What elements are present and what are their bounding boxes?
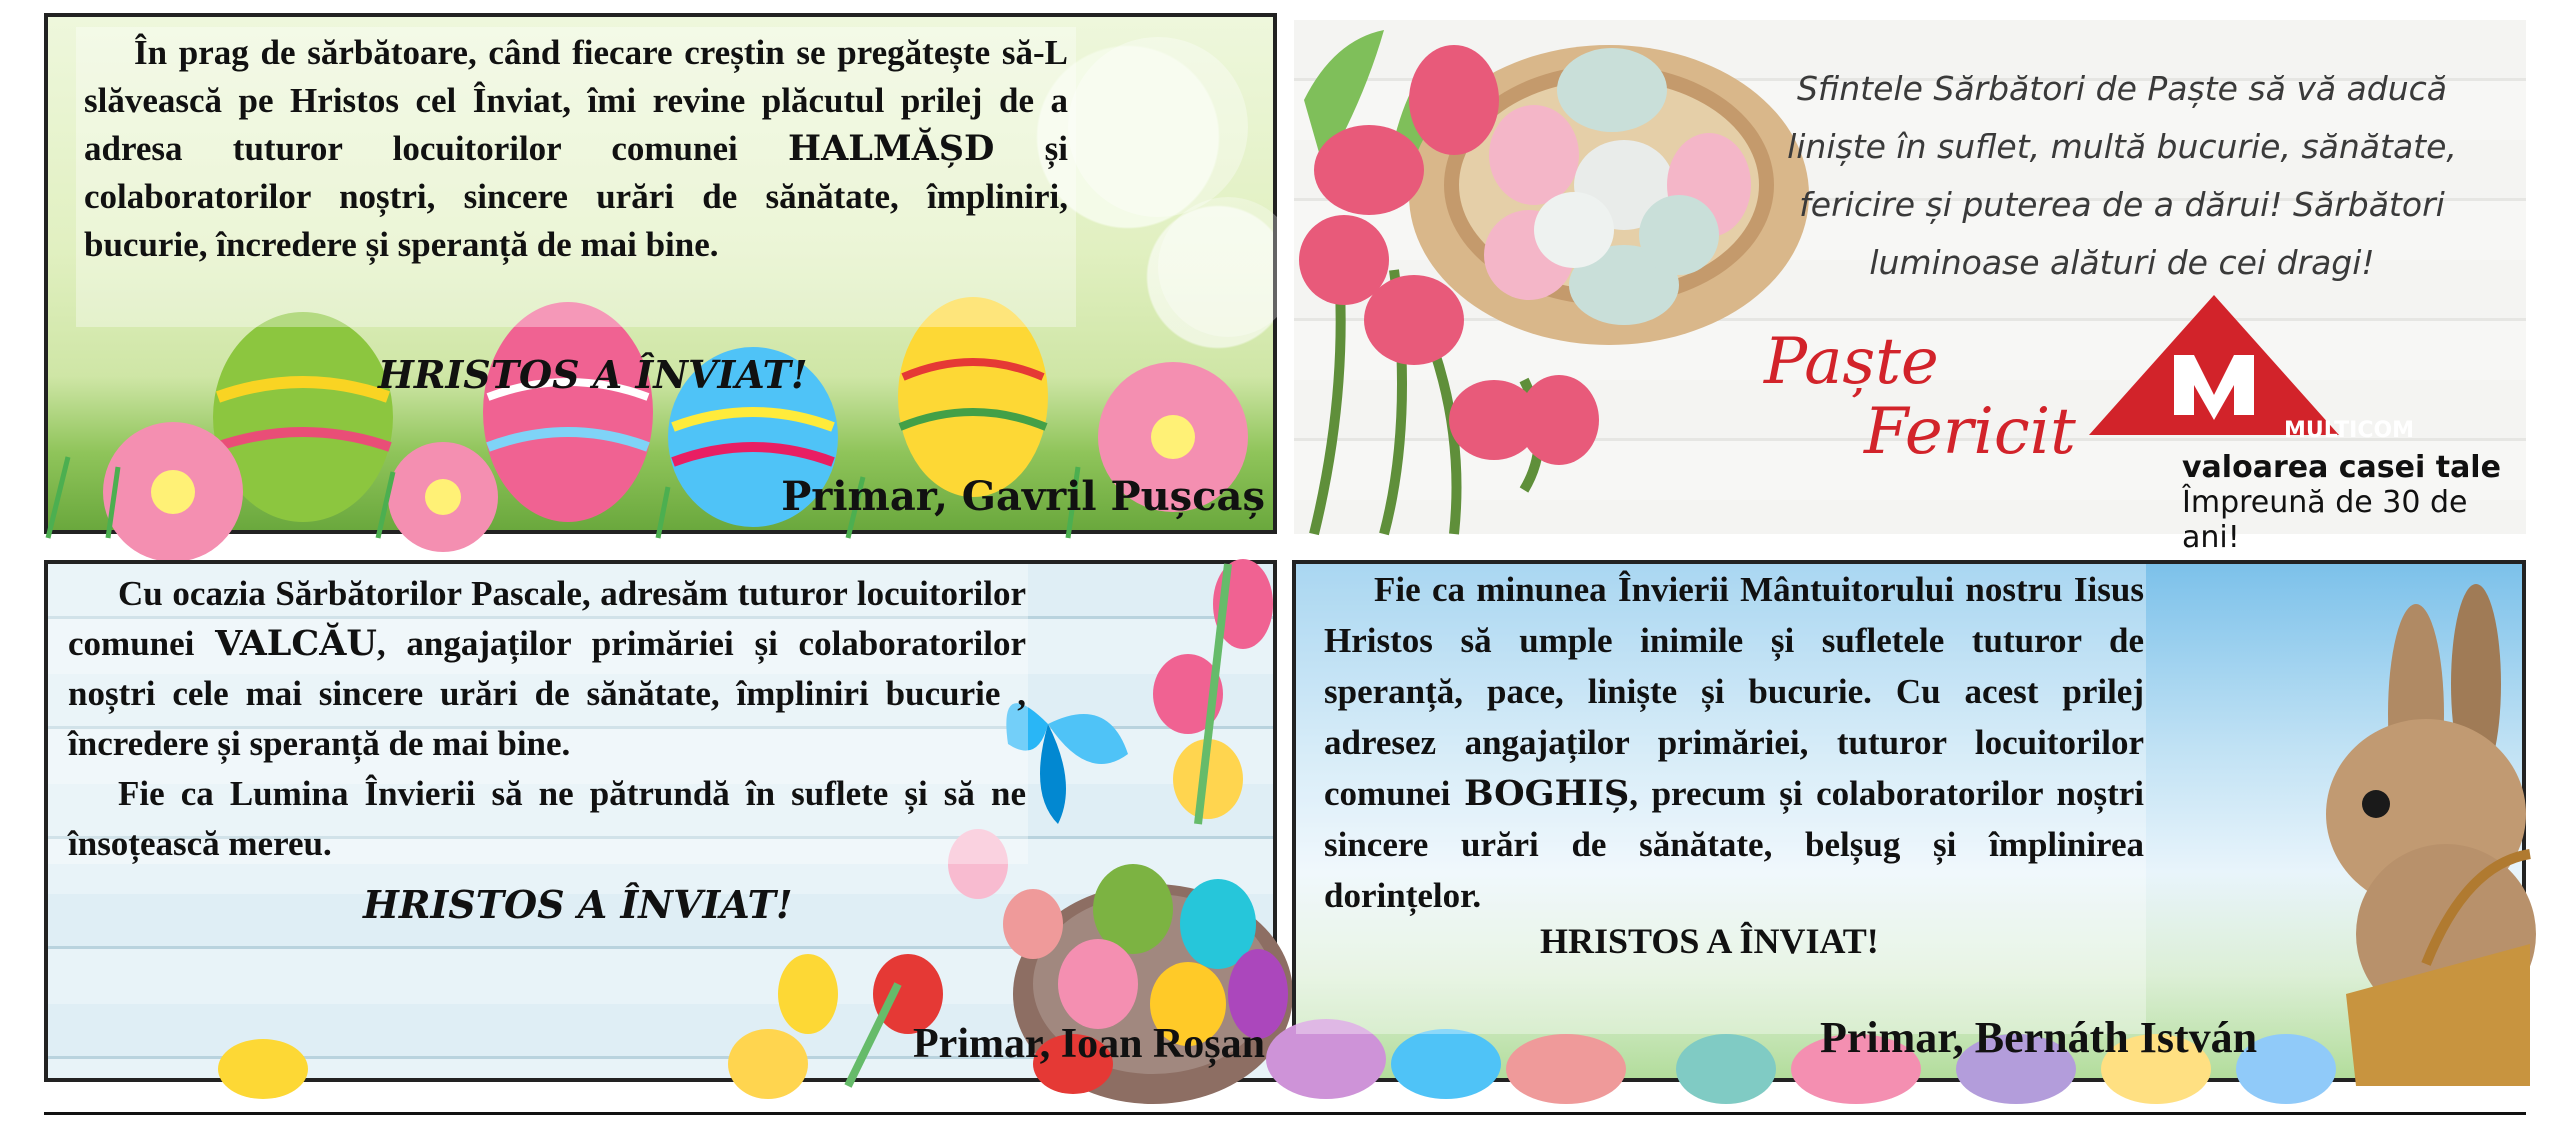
multicom-logo <box>2089 295 2339 435</box>
greeting-paragraph <box>84 29 1068 269</box>
mayor-signature: Primar, Ioan Roșan <box>913 1021 1265 1067</box>
greeting-card-valcau <box>44 560 1277 1082</box>
paragraph-text: , precum și colaboratorilor noștri sincere urări de sănătate, belșug și împlinirea dorințelor. <box>1324 774 2144 915</box>
brand-name: MULTICOM <box>2284 418 2415 443</box>
commune-name: VALCĂU <box>215 623 377 664</box>
greeting-card-boghis <box>1292 560 2526 1082</box>
paragraph-one <box>1324 564 2144 921</box>
easter-greeting: HRISTOS A ÎNVIAT! <box>378 352 808 397</box>
script-title-fericit: Fericit <box>1864 395 2076 469</box>
mayor-signature: Primar, Bernáth István <box>1820 1013 2258 1062</box>
holiday-wishes-text: Sfintele Sărbători de Paște să vă aducă liniște în suflet, multă bucurie, sănătate, fericire și puterea de a dărui! Sărbători luminoase alături de cei dragi! <box>1787 69 2457 282</box>
paragraph-text: și colaboratorilor noștri, sincere urări de sănătate, împliniri, bucurie, încredere și speranță de mai bine. <box>84 129 1068 264</box>
paragraph-one <box>68 569 1026 769</box>
commune-name: BOGHIȘ <box>1463 773 1630 814</box>
greeting-card-halmasd <box>44 13 1277 534</box>
page-divider <box>44 1112 2526 1115</box>
paragraph-text: Fie ca minunea Învierii Mântuitorului nostru Iisus Hristos să umple inimile și sufletele tuturor de speranță, pace, liniște și bucurie. Cu acest prilej adresez angajaților primăriei, tuturor locuitorilor comunei <box>1324 570 2144 813</box>
mayor-signature: Primar, Gavril Pușcaș <box>781 473 1265 520</box>
multicom-ad-card <box>1294 20 2526 555</box>
brand-years: Împreună de 30 de ani! <box>2182 485 2468 555</box>
brand-slogan: valoarea casei tale <box>2182 450 2501 485</box>
greeting-paragraph <box>1324 564 2144 921</box>
commune-name: HALMĂȘD <box>788 128 995 169</box>
script-title-paste: Paște <box>1764 325 1939 399</box>
paragraph-two: Fie ca Lumina Învierii să ne pătrundă în suflete și să ne însoțească mereu. <box>68 774 1026 863</box>
easter-greeting: HRISTOS A ÎNVIAT! <box>363 882 793 927</box>
greeting-paragraphs <box>68 569 1026 869</box>
paragraph-text: Cu ocazia Sărbătorilor Pascale, adresăm tuturor locuitorilor comunei <box>68 574 1026 663</box>
paragraph-text: În prag de sărbătoare, când fiecare creștin se pregătește să-L slăvească pe Hristos cel Înviat, îmi revine plăcutul prilej de a adresa tuturor locuitorilor comunei <box>84 33 1068 168</box>
easter-greeting: HRISTOS A ÎNVIAT! <box>1540 921 1879 961</box>
paragraph-text: , angajaților primăriei și colaboratorilor noștri cele mai sincere urări de sănătate, împliniri bucurie , încredere și speranță de mai bine. <box>68 624 1026 763</box>
